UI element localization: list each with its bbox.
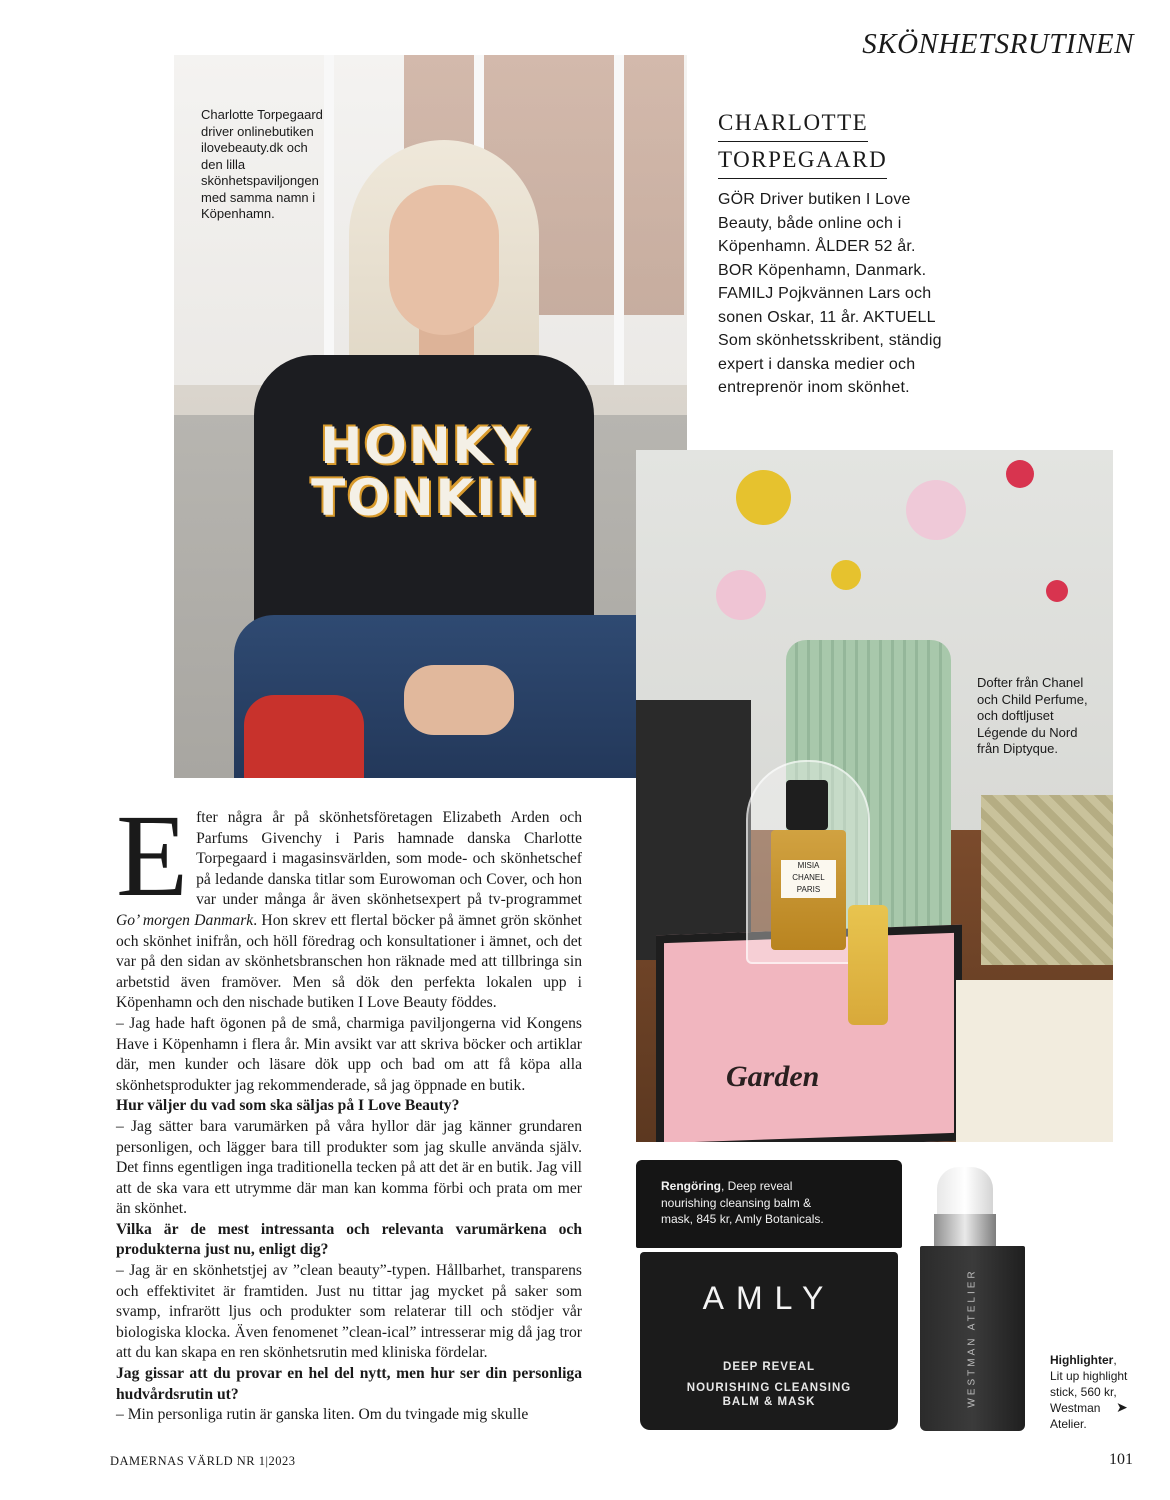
jar-product-line: DEEP REVEAL <box>723 1361 815 1373</box>
pink-flower <box>906 480 966 540</box>
question: Hur väljer du vad som ska säljas på I Love Beauty? <box>116 1097 460 1115</box>
continue-arrow-icon: ➤ <box>1116 1401 1128 1416</box>
profile-name-line1: CHARLOTTE <box>718 104 868 142</box>
book-title: Garden <box>726 1060 820 1093</box>
answer-paragraph: – Jag är en skönhetstjej av ”clean beauty”-typen. Hållbarhet, transparens och effektivitet är framtiden. Just nu tittar jag mycket på saker som svamp, infrarött ljus och produkter som relaterar till och stödjer vår biologiska klocka. Även fenomenet ”clean-ical” intresserar mig då jag tror att du kan skapa en ren skönhetsrutin med kliniska fördelar. <box>116 1262 582 1362</box>
page-number: 101 <box>1109 1451 1133 1468</box>
section-title: SKÖNHETSRUTINEN <box>862 28 1134 60</box>
profile-name-line2: TORPEGAARD <box>718 142 887 179</box>
stick-caption-category: Highlighter <box>1050 1353 1114 1367</box>
red-flower <box>1006 460 1034 488</box>
red-flower <box>1046 580 1068 602</box>
article-body <box>116 790 582 1426</box>
red-shoe <box>244 695 364 778</box>
still-life-photo <box>636 450 1113 1142</box>
article-intro <box>116 790 582 1014</box>
stick-caption-text: , Lit up highlight stick, 560 kr, Westman Atelier. <box>1050 1353 1128 1431</box>
portrait-caption: Charlotte Torpegaard driver onlinebutiken ilovebeauty.dk och den lilla skönhetspaviljongen med samma namn i Köpenhamn. <box>201 107 323 221</box>
herman-bang-book <box>956 980 1113 1142</box>
answer-paragraph: – Min personliga rutin är ganska liten. Om du tvingade mig skulle <box>116 1406 529 1424</box>
book-stack <box>636 700 751 960</box>
still-life-caption: Dofter från Chanel och Child Perfume, och doftljuset Légende du Nord från Diptyque. <box>977 675 1088 756</box>
jar-brand: AMLY <box>702 1280 836 1316</box>
window-frame <box>614 55 624 385</box>
footer-magazine: DAMERNAS VÄRLD NR 1|2023 <box>110 1454 296 1468</box>
answer-paragraph: – Jag sätter bara varumärken på våra hyllor där jag känner grundaren personligen, och lägger bara till produkter som jag skulle använda själv. Det finns egentligen inga traditionella tecken på att det är en butik. Jag vill att de ska vara ett utrymme där man kan komma förbi och prata om mer än skönhet. <box>116 1117 582 1218</box>
drop-cap: E <box>116 790 189 921</box>
intro-text: fter några år på skönhetsföretagen Elizabeth Arden och Parfums Givenchy i Paris hamnade danska Charlotte Torpegaard i magasinsvärlden, som mode- och skönhetschef på ledande danska titlar som Eurowoman och Cover, och hon var under många år även skönhetsexpert på tv-programmet <box>196 809 582 909</box>
perfume-cap <box>786 780 828 830</box>
question: Jag gissar att du provar en hel del nytt, men hur ser din personliga hudvårdsrutin ut? <box>116 1365 582 1403</box>
face <box>389 185 499 335</box>
stick-brand: WESTMAN ATELIER <box>966 1268 978 1408</box>
diptyque-candle <box>981 795 1113 965</box>
intro-text-end: . Hon skrev ett flertal böcker på ämnet grön skönhet och skönhet inifrån, och höll föredrag och konsultationer i ämnet, och det var på den sidan av skönhetsbranschen hon räknade med att tillbringa sin arbetstid även framöver. Men så dök den perfekta lokalen upp i Köpenhamn och den nischade butiken I Love Beauty föddes. <box>116 911 582 1012</box>
question: Vilka är de mest intressanta och relevanta varumärkena och produkterna just nu, enligt dig? <box>116 1220 582 1259</box>
tv-show-title: Go’ morgen Danmark <box>116 911 254 929</box>
jar-caption-text: , Deep reveal nourishing cleansing balm & mask, 845 kr, Amly Botanicals. <box>661 1179 824 1226</box>
perfume-label: MISIA CHANEL PARIS <box>781 860 836 898</box>
child-perfume-bottle <box>848 905 888 1025</box>
jar-product-name: NOURISHING CLEANSING BALM & MASK <box>686 1382 852 1408</box>
jar-caption <box>661 1178 831 1228</box>
profile-name <box>718 104 887 179</box>
hands <box>404 665 514 735</box>
answer-paragraph: – Jag hade haft ögonen på de små, charmiga paviljongerna vid Kongens Have i Köpenhamn i flera år. Min avsikt var att skriva böcker och artiklar där, men kunder och läsare dök upp och bad om att få köpa alla skönhetsprodukter jag rekommenderade, så jag öppnade en butik. <box>116 1014 582 1094</box>
yellow-flower <box>831 560 861 590</box>
jar-caption-category: Rengöring <box>661 1179 721 1193</box>
stick-caption <box>1050 1352 1130 1432</box>
profile-facts: GÖR Driver butiken I Love Beauty, både online och i Köpenhamn. ÅLDER 52 år. BOR Köpenhamn, Danmark. FAMILJ Pojkvännen Lars och sonen Oskar, 11 år. AKTUELL Som skönhetsskribent, ständig expert i danska medier och entreprenör inom skönhet. <box>718 191 942 396</box>
yellow-flower <box>736 470 791 525</box>
pink-flower <box>716 570 766 620</box>
shirt-print: HONKY TONKIN <box>311 417 541 527</box>
stick-metal-band <box>934 1214 996 1248</box>
